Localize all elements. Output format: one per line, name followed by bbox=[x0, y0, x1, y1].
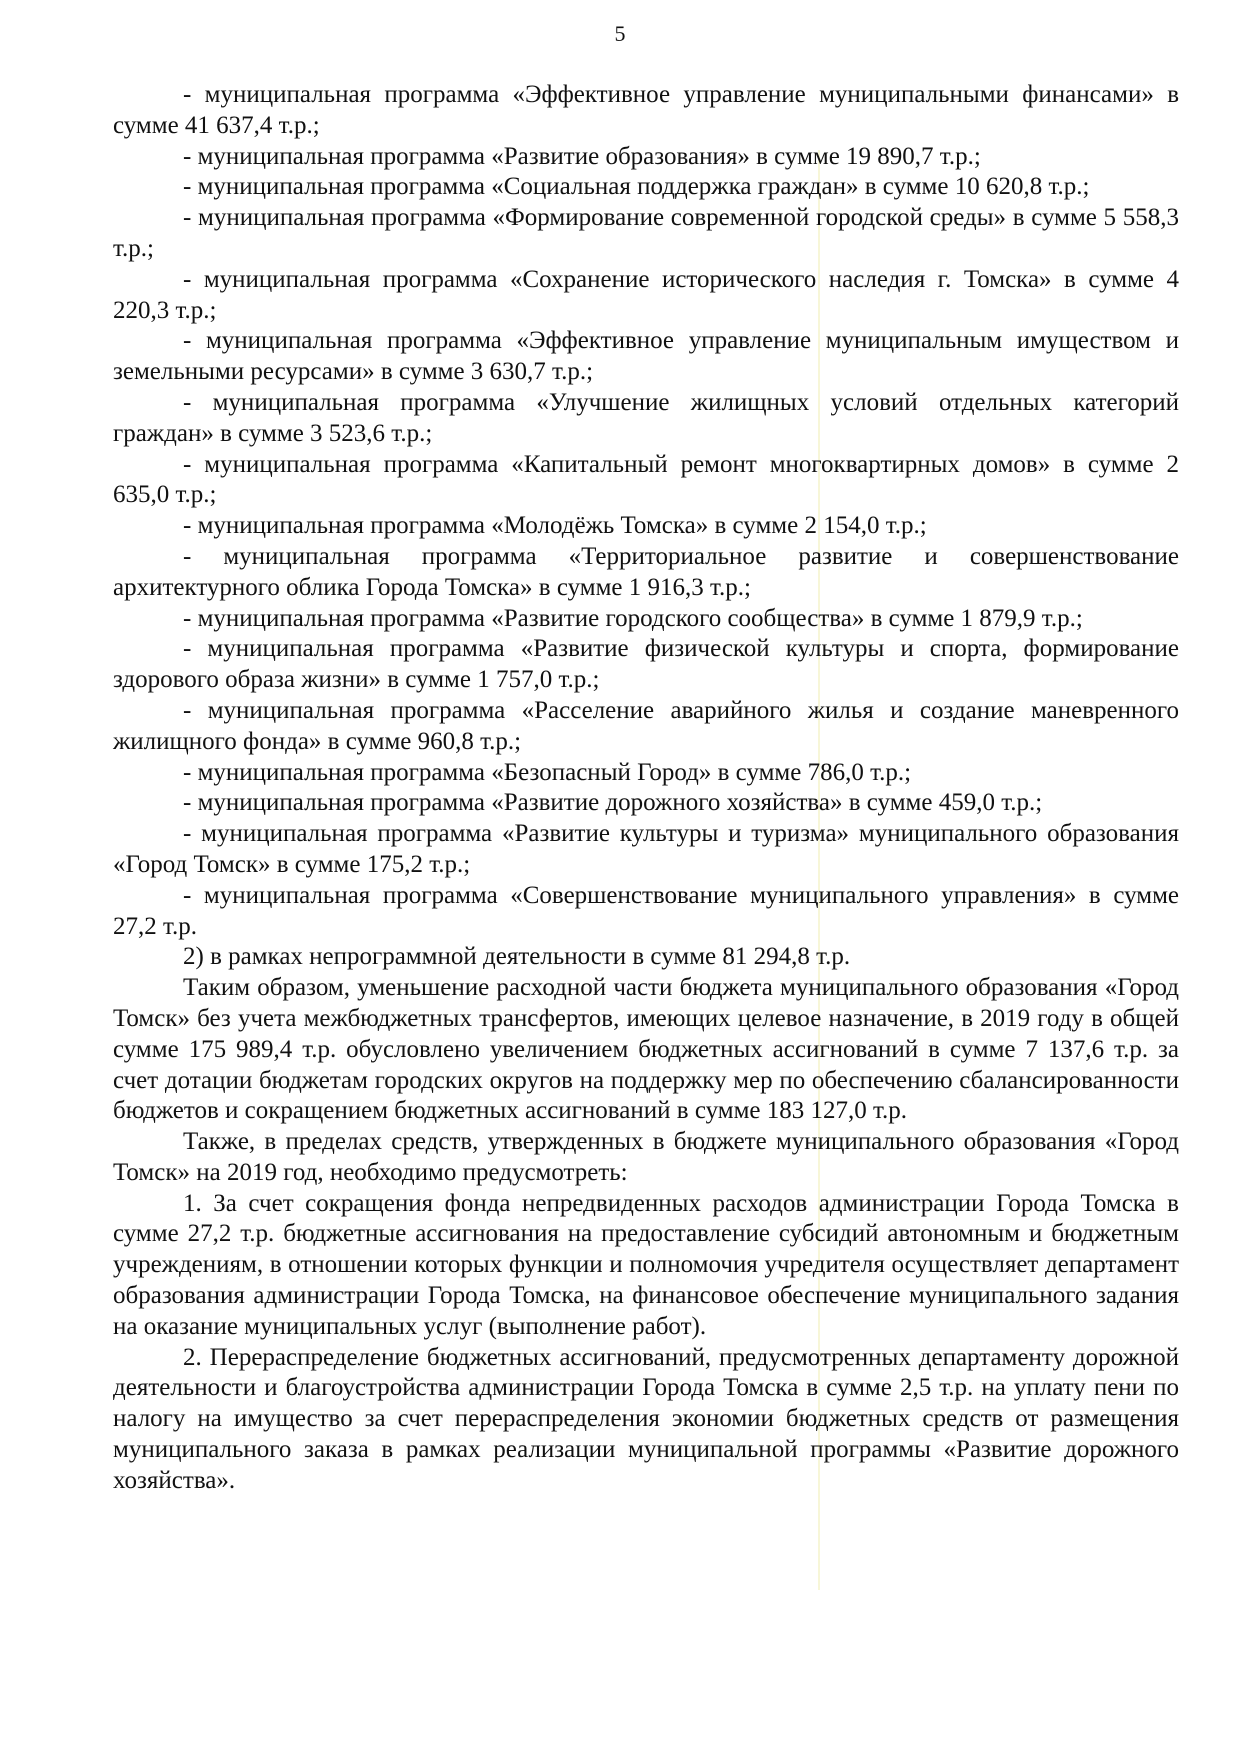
paragraph-program-safe-city: - муниципальная программа «Безопасный Город» в сумме 786,0 т.р.; bbox=[183, 758, 912, 786]
paragraph-program-municipal-management: - муниципальная программа «Совершенствование муниципального управления» в сумме 27,2 т.р. bbox=[113, 881, 1179, 940]
document-body bbox=[113, 80, 1179, 1497]
paragraph-program-roads: - муниципальная программа «Развитие дорожного хозяйства» в сумме 459,0 т.р.; bbox=[183, 789, 1043, 817]
paragraph-program-culture-tourism: - муниципальная программа «Развитие культуры и туризма» муниципального образования «Город Томск» в сумме 175,2 т.р.; bbox=[113, 820, 1179, 878]
paragraph-program-historical-heritage: - муниципальная программа «Сохранение исторического наследия г. Томска» в сумме 4 220,3 т.р.; bbox=[113, 265, 1179, 324]
paragraph-program-property-management: - муниципальная программа «Эффективное управление муниципальным имуществом и земельными ресурсами» в сумме 3 630,7 т.р.; bbox=[113, 327, 1179, 386]
paragraph-budget-summary: Таким образом, уменьшение расходной части бюджета муниципального образования «Город Томск» без учета межбюджетных трансфертов, имеющих целевое назначение, в 2019 году в общей сумме 175 989,4 т.р. обусловлено увеличением бюджетных ассигнований в сумме 7 137,6 т.р. за счет дотации бюджетам городских округов на поддержку мер по обеспечению сбалансированности бюджетов и сокращением бюджетных ассигнований в сумме 183 127,0 т.р. bbox=[113, 974, 1179, 1125]
paragraph-program-sport: - муниципальная программа «Развитие физической культуры и спорта, формирование здорового образа жизни» в сумме 1 757,0 т.р.; bbox=[113, 635, 1179, 694]
paragraph-program-youth: - муниципальная программа «Молодёжь Томска» в сумме 2 154,0 т.р.; bbox=[183, 512, 927, 540]
paragraph-program-capital-repair: - муниципальная программа «Капитальный ремонт многоквартирных домов» в сумме 2 635,0 т.р.; bbox=[113, 450, 1179, 509]
paragraph-non-program-activity: 2) в рамках непрограммной деятельности в сумме 81 294,8 т.р. bbox=[183, 943, 851, 971]
paragraph-program-resettlement: - муниципальная программа «Расселение аварийного жилья и создание маневренного жилищного фонда» в сумме 960,8 т.р.; bbox=[113, 696, 1179, 755]
paragraph-item-1: 1. За счет сокращения фонда непредвиденных расходов администрации Города Томска в сумме 27,2 т.р. бюджетные ассигнования на предоставление субсидий автономным и бюджетным учреждениям, в отношении которых функции и полномочия учредителя осуществляет департамент образования администрации Города Томска, на финансовое обеспечение муниципального задания на оказание муниципальных услуг (выполнение работ). bbox=[113, 1189, 1179, 1340]
paragraph-program-education: - муниципальная программа «Развитие образования» в сумме 19 890,7 т.р.; bbox=[183, 142, 981, 170]
paragraph-program-social-support: - муниципальная программа «Социальная поддержка граждан» в сумме 10 620,8 т.р.; bbox=[183, 173, 1090, 201]
page-number: 5 bbox=[614, 21, 626, 46]
paragraph-program-housing-conditions: - муниципальная программа «Улучшение жилищных условий отдельных категорий граждан» в сумме 3 523,6 т.р.; bbox=[113, 388, 1179, 447]
paragraph-program-urban-environment: - муниципальная программа «Формирование современной городской среды» в сумме 5 558,3 т.р.; bbox=[113, 204, 1179, 262]
paragraph-also-provide: Также, в пределах средств, утвержденных в бюджете муниципального образования «Город Томск» на 2019 год, необходимо предусмотреть: bbox=[113, 1128, 1179, 1186]
paragraph-item-2: 2. Перераспределение бюджетных ассигнований, предусмотренных департаменту дорожной деятельности и благоустройства администрации Города Томска в сумме 2,5 т.р. на уплату пени по налогу на имущество за счет перераспределения экономии бюджетных средств от размещения муниципального заказа в рамках реализации муниципальной программы «Развитие дорожного хозяйства». bbox=[113, 1343, 1179, 1494]
paragraph-program-finance: - муниципальная программа «Эффективное управление муниципальными финансами» в сумме 41 637,4 т.р.; bbox=[113, 81, 1179, 139]
paragraph-program-community: - муниципальная программа «Развитие городского сообщества» в сумме 1 879,9 т.р.; bbox=[183, 604, 1083, 632]
paragraph-program-territorial-development: - муниципальная программа «Территориальное развитие и совершенствование архитектурного облика Города Томска» в сумме 1 916,3 т.р.; bbox=[113, 542, 1179, 601]
